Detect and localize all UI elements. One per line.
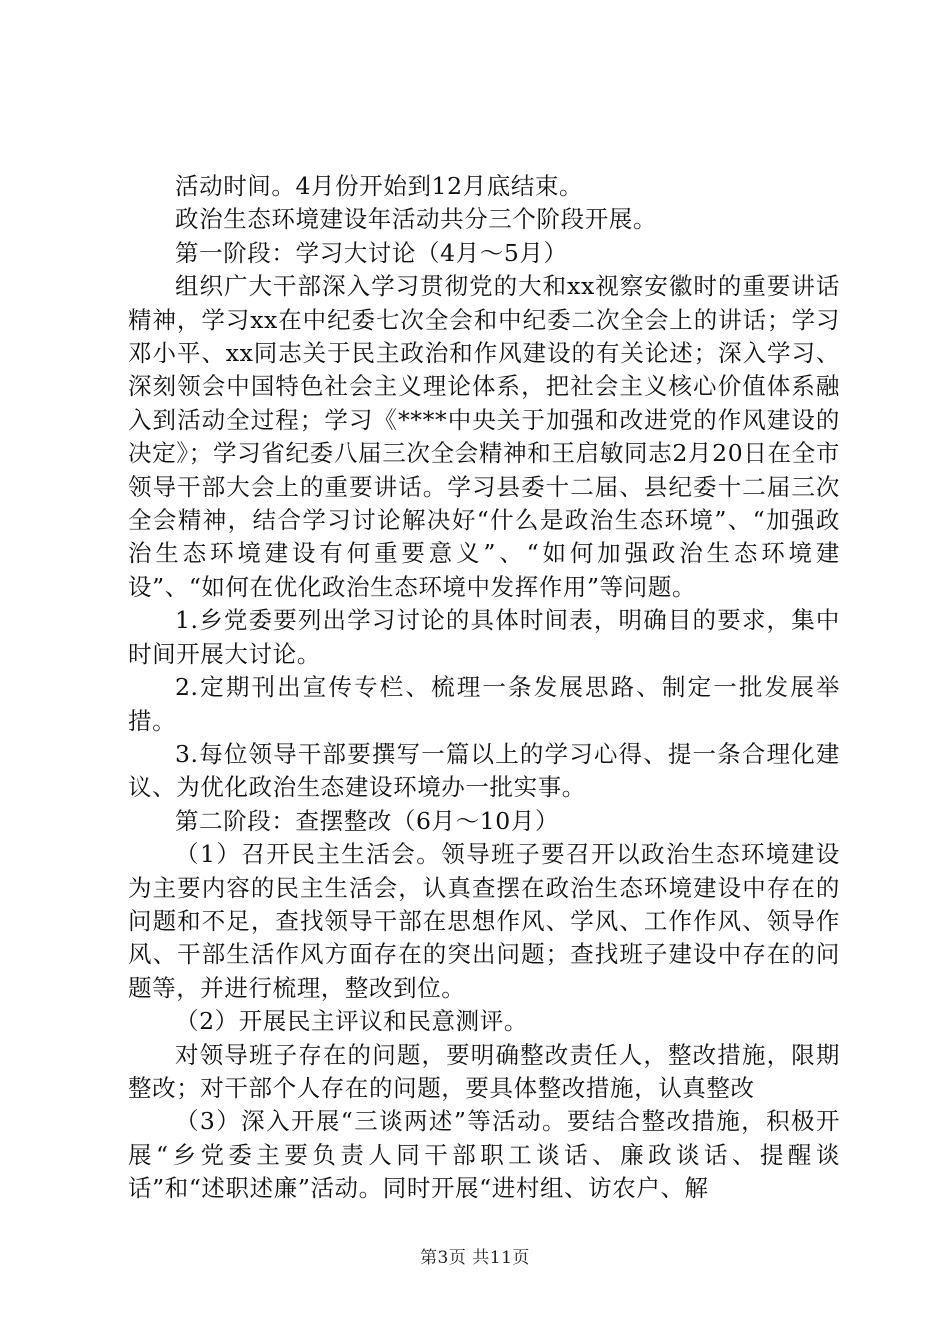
paragraph-stage-one-study: 组织广大干部深入学习贯彻党的大和xx视察安徽时的重要讲话精神，学习xx在中纪委七次全会和中纪委二次全会上的讲话；学习邓小平、xx同志关于民主政治和作风建设的有关论述；深入学习、深刻领会中国特色社会主义理论体系，把社会主义核心价值体系融入到活动全过程；学习《****中央关于加强和改进党的作风建设的决定》；学习省纪委八届三次全会精神和王启敏同志2月20日在全市领导干部大会上的重要讲话。学习县委十二届、县纪委十二届三次全会精神，结合学习讨论解决好“什么是政治生态环境”、“加强政治生态环境建设有何重要意义”、“如何加强政治生态环境建设”、“如何在优化政治生态环境中发挥作用”等问题。 — [128, 272, 840, 601]
document-body — [128, 170, 840, 1206]
list-item-3: 3.每位领导干部要撰写一篇以上的学习心得、提一条合理化建议、为优化政治生态建设环境办一批实事。 — [128, 739, 840, 802]
paragraph-three-talks: （3）深入开展“三谈两述”等活动。要结合整改措施，积极开展“乡党委主要负责人同干部职工谈话、廉政谈话、提醒谈话”和“述职述廉”活动。同时开展“进村组、访农户、解 — [128, 1107, 840, 1203]
page-number-footer: 第3页 共11页 — [420, 1248, 530, 1268]
paragraph-three-stages: 政治生态环境建设年活动共分三个阶段开展。 — [175, 205, 657, 234]
list-item-1: 1.乡党委要列出学习讨论的具体时间表，明确目的要求，集中时间开展大讨论。 — [128, 606, 840, 668]
paragraph-democratic-evaluation: （2）开展民主评议和民意测评。 — [175, 1007, 528, 1036]
list-item-2: 2.定期刊出宣传专栏、梳理一条发展思路、制定一批发展举措。 — [128, 673, 840, 735]
paragraph-rectification: 对领导班子存在的问题，要明确整改责任人，整改措施，限期整改；对干部个人存在的问题，要具体整改措施，认真整改 — [128, 1040, 840, 1102]
paragraph-democratic-meeting: （1）召开民主生活会。领导班子要召开以政治生态环境建设为主要内容的民主生活会，认真查摆在政治生态环境建设中存在的问题和不足，查找领导干部在思想作风、学风、工作作风、领导作风、干部生活作风方面存在的突出问题；查找班子建设中存在的问题等，并进行梳理，整改到位。 — [128, 840, 840, 1002]
heading-stage-two: 第二阶段：查摆整改（6月～10月） — [175, 806, 560, 835]
paragraph-activity-time: 活动时间。4月份开始到12月底结束。 — [175, 172, 584, 200]
heading-stage-one: 第一阶段：学习大讨论（4月～5月） — [175, 238, 568, 267]
